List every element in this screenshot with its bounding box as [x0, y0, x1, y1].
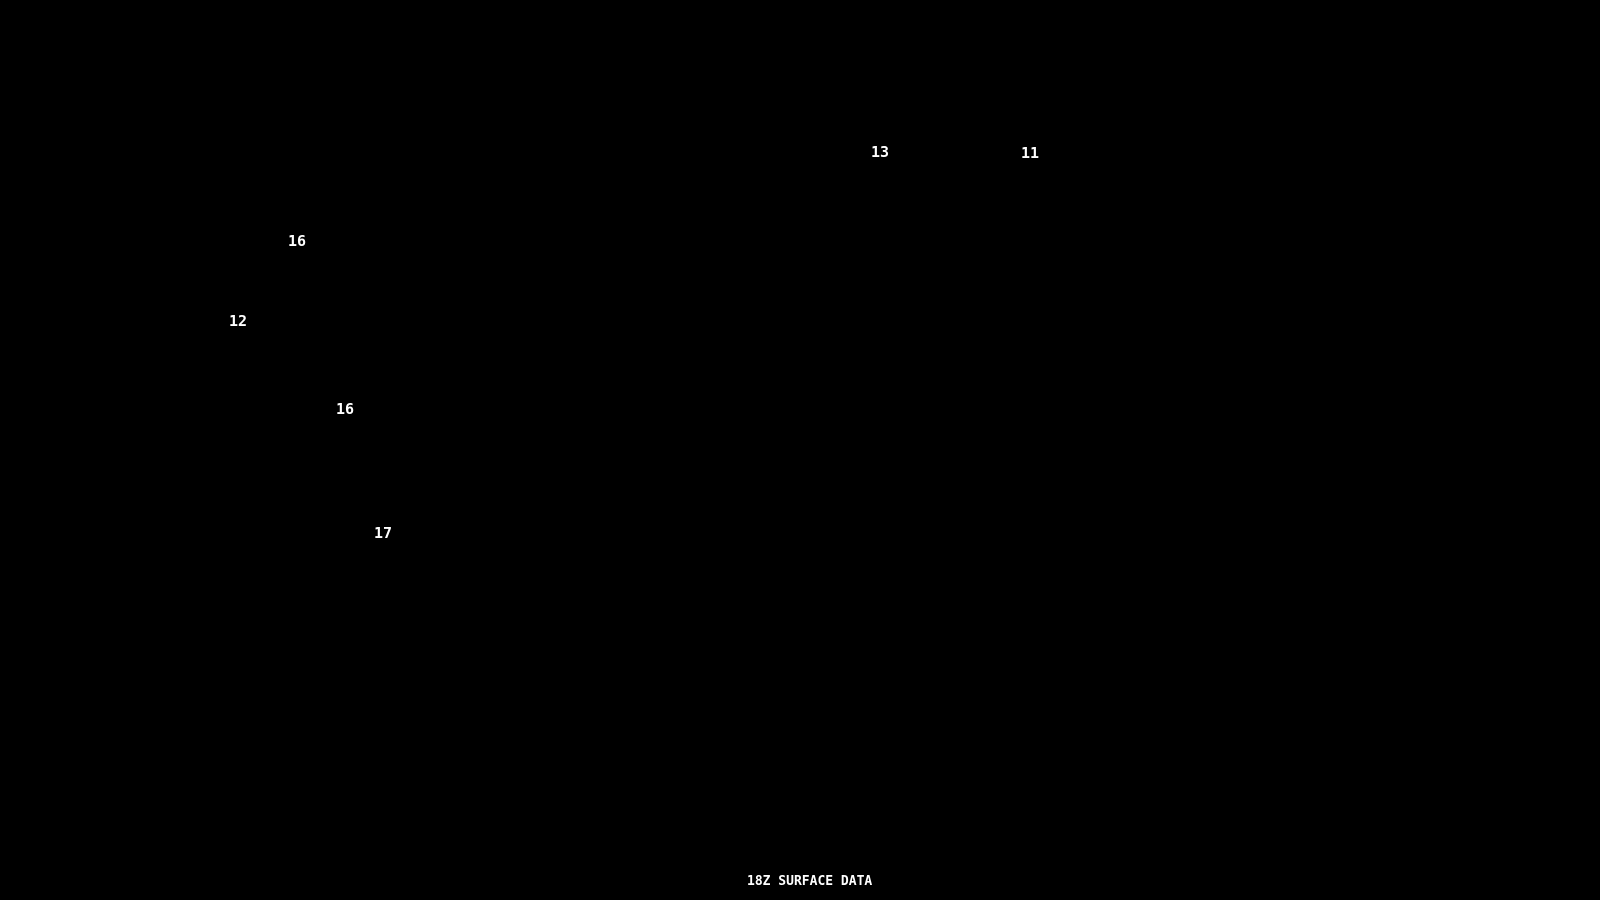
station-value: 16 [288, 232, 307, 250]
plot-title: 18Z SURFACE DATA [747, 874, 873, 889]
station-value: 16 [336, 400, 355, 418]
station-value: 17 [374, 524, 393, 542]
station-value: 12 [229, 312, 248, 330]
station-value: 13 [871, 143, 890, 161]
station-value: 11 [1021, 144, 1040, 162]
